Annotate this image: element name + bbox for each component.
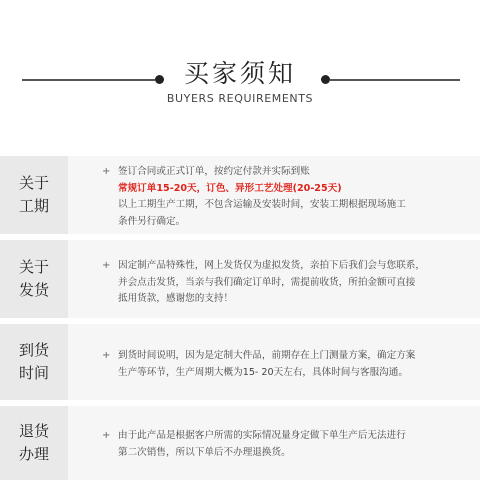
section-text [118, 348, 468, 381]
plus-icon: + [102, 430, 111, 441]
section-text [118, 164, 468, 230]
section-body [68, 406, 480, 480]
section-label [0, 324, 68, 400]
text-line: 抵用货款，感谢您的支持！ [118, 293, 234, 304]
text-line-highlight: 常规订单15-20天，订色、异形工艺处理(20-25天) [118, 182, 342, 194]
page-subtitle: BUYERS REQUIREMENTS [166, 92, 314, 105]
section-label [0, 156, 68, 234]
text-line: 签订合同或正式订单，按约定付款并实际到账 [118, 166, 310, 177]
header-rule-right [330, 79, 460, 81]
section-label-line1: 退货 [18, 422, 49, 440]
text-line: 以上工期生产工期，不包含运输及安装时间，安装工期根据现场施工 [118, 199, 406, 210]
section-returns [0, 406, 480, 480]
section-label-line2: 发货 [18, 281, 49, 299]
section-label [0, 406, 68, 480]
section-label-line1: 关于 [18, 258, 49, 276]
text-line: 条件另行确定。 [118, 215, 186, 227]
section-body [68, 324, 480, 400]
section-label-line2: 时间 [18, 364, 49, 382]
header-dot-right [321, 75, 330, 84]
section-label [0, 240, 68, 318]
section-text [118, 258, 468, 308]
text-line: 因定制产品特殊性，网上发货仅为虚拟发货，亲拍下后我们会与您联系， [118, 260, 425, 271]
plus-icon: + [102, 350, 111, 361]
section-text [118, 428, 468, 461]
section-label-line2: 办理 [18, 445, 49, 463]
plus-icon: + [102, 260, 111, 271]
text-line: 第二次销售，所以下单后不办理退换货。 [118, 446, 291, 458]
text-line: 生产等环节，生产周期大概为15- 20天左右，具体时间与客服沟通。 [118, 366, 408, 378]
text-line: 到货时间说明，因为是定制大件品，前期存在上门测量方案，确定方案 [118, 350, 416, 361]
section-body [68, 240, 480, 318]
section-construction-period [0, 156, 480, 234]
section-body [68, 156, 480, 234]
section-label-line2: 工期 [18, 197, 49, 215]
section-label-line1: 到货 [18, 341, 49, 359]
text-line: 由于此产品是根据客户所需的实际情况量身定做下单生产后无法进行 [118, 430, 406, 441]
section-arrival-time [0, 324, 480, 400]
header [0, 0, 480, 140]
text-line: 并会点击发货，当亲与我们确定订单时，需提前收货，所拍金额可直接 [118, 276, 416, 288]
plus-icon: + [102, 166, 111, 177]
section-label-line1: 关于 [18, 174, 49, 192]
section-shipping [0, 240, 480, 318]
page-title: 买家须知 [183, 59, 296, 88]
